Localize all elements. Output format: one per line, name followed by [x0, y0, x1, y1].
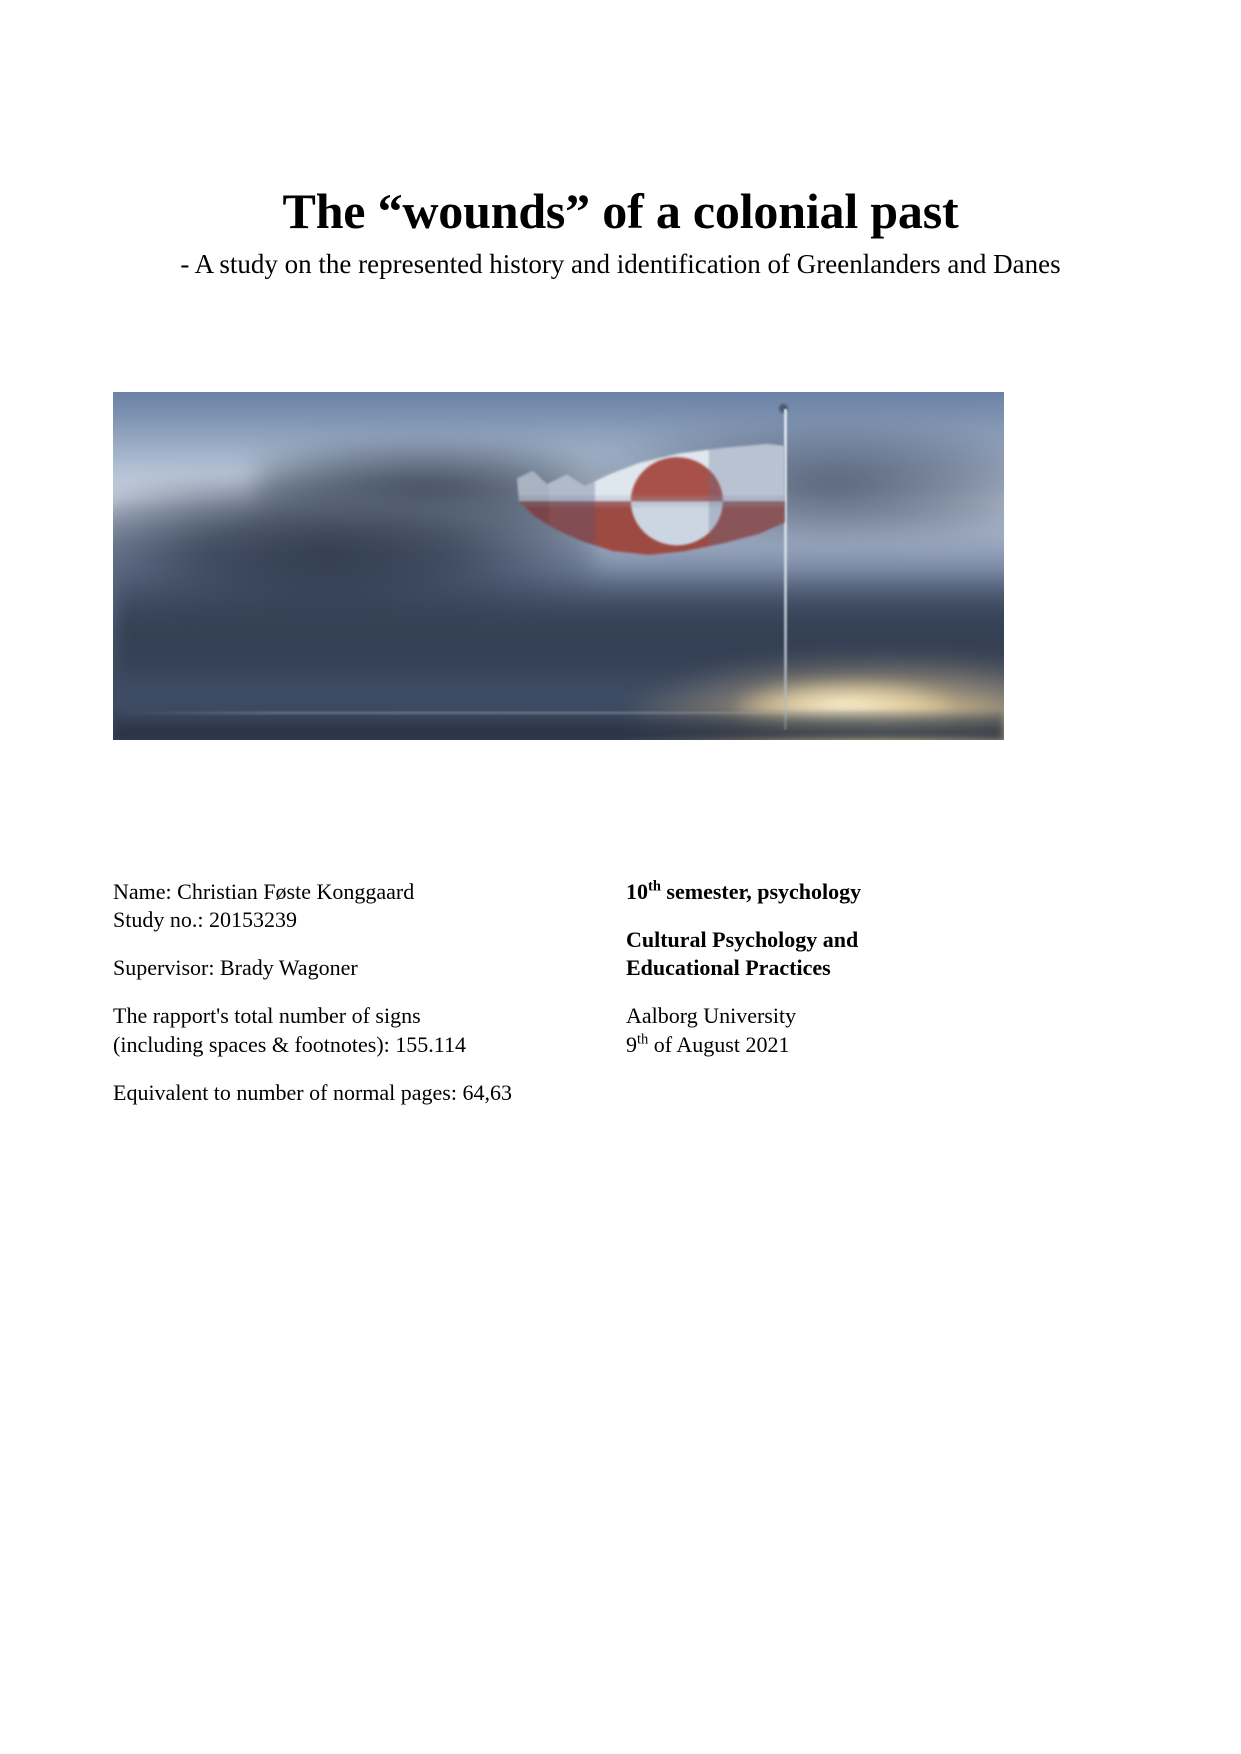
cover-image [113, 392, 1004, 740]
supervisor: Supervisor: Brady Wagoner [113, 955, 358, 981]
sea-strip [113, 712, 1004, 740]
semester-line [626, 878, 1006, 906]
cover-photo-frame [113, 392, 1004, 740]
programme-line-2: Educational Practices [626, 955, 831, 981]
semester-rest: semester, psychology [660, 879, 862, 904]
author-name: Name: Christian Føste Konggaard [113, 879, 415, 904]
date-day: 9 [626, 1031, 637, 1057]
programme-line-1: Cultural Psychology and [626, 927, 859, 953]
details-right-column [626, 878, 1006, 1079]
submission-date [626, 1031, 1006, 1059]
programme-block [626, 926, 1006, 982]
semester-ordinal-suffix: th [648, 878, 661, 895]
greenland-flag-icon [509, 442, 789, 557]
semester-number: 10 [626, 879, 648, 904]
sign-count-line-1: The rapport's total number of signs [113, 1003, 421, 1029]
sign-count-block [113, 1002, 583, 1058]
normal-pages: Equivalent to number of normal pages: 64,63 [113, 1079, 512, 1105]
date-ordinal-suffix: th [637, 1031, 649, 1048]
institution-block [626, 1002, 1006, 1058]
date-rest: of August 2021 [648, 1031, 790, 1057]
page-subtitle: - A study on the represented history and identification of Greenlanders and Danes [180, 249, 1061, 279]
details-left-column [113, 878, 583, 1127]
university-name: Aalborg University [626, 1003, 797, 1029]
author-block [113, 878, 583, 934]
study-number: Study no.: 20153239 [113, 907, 297, 933]
sign-count-line-2: (including spaces & footnotes): 155.114 [113, 1031, 466, 1057]
page-title: The “wounds” of a colonial past [282, 182, 959, 239]
